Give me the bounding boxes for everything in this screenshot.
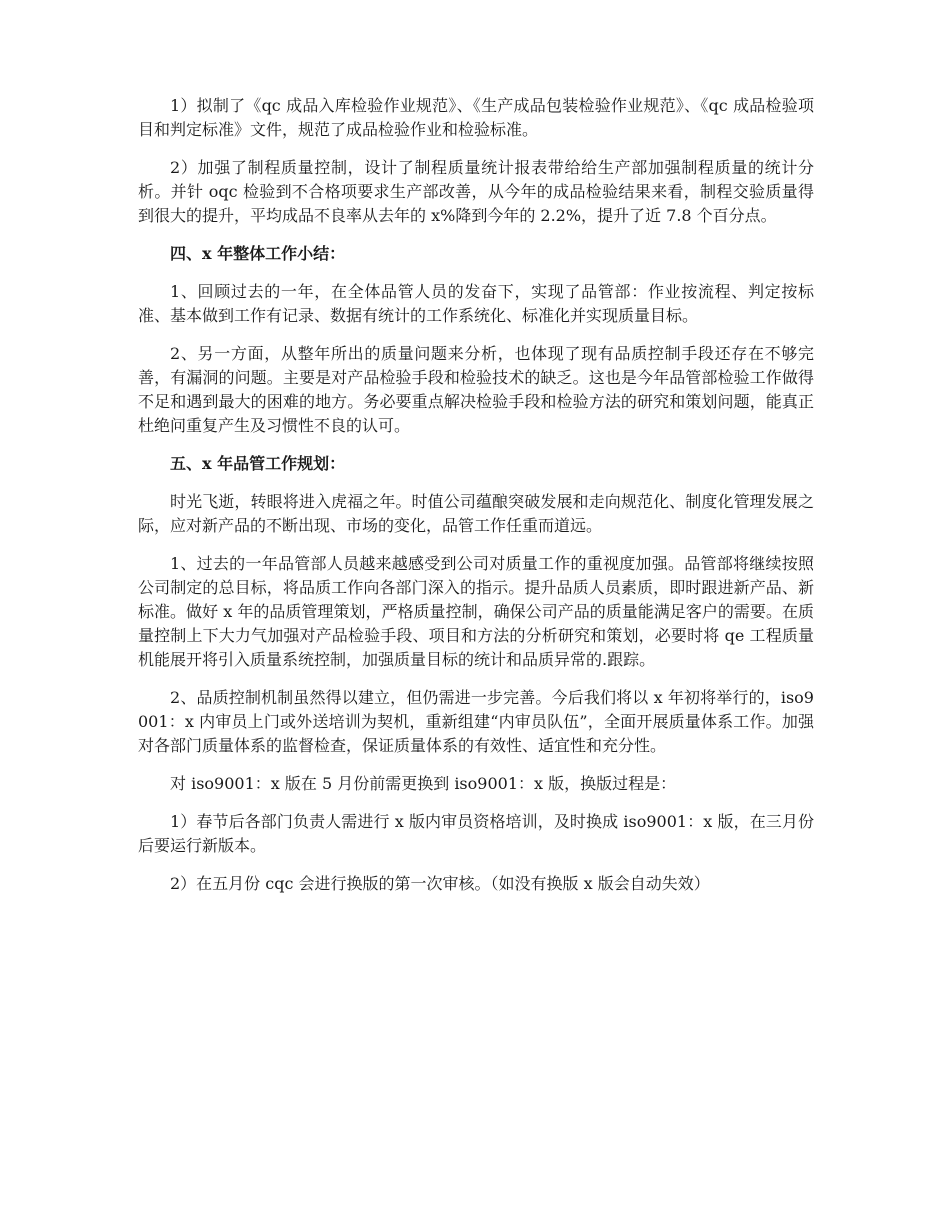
paragraph-2: 2）加强了制程质量控制，设计了制程质量统计报表带给给生产部加强制程质量的统计分析。并针 oqc 检验到不合格项要求生产部改善，从今年的成品检验结果来看，制程交验质量得到很大的提升，平均成品不良率从去年的 x%降到今年的 2.2%，提升了近 7.8 个百分点。 <box>138 158 814 225</box>
section-heading-4: 四、x 年整体工作小结： <box>170 244 346 263</box>
paragraph-8: 对 iso9001：x 版在 5 月份前需更换到 iso9001：x 版，换版过程是： <box>170 774 677 793</box>
paragraph-9: 1）春节后各部门负责人需进行 x 版内审员资格培训，及时换成 iso9001：x 版，在三月份后要运行新版本。 <box>138 812 814 855</box>
paragraph-7: 2、品质控制机制虽然得以建立，但仍需进一步完善。今后我们将以 x 年初将举行的，iso9001：x 内审员上门或外送培训为契机，重新组建“内审员队伍”，全面开展质量体系工作。加强对各部门质量体系的监督检查，保证质量体系的有效性、适宜性和充分性。 <box>138 688 814 755</box>
section-heading-5: 五、x 年品管工作规划： <box>170 454 346 473</box>
document-page <box>138 94 814 910</box>
paragraph-10: 2）在五月份 cqc 会进行换版的第一次审核。（如没有换版 x 版会自动失效） <box>170 874 710 893</box>
paragraph-4: 2、另一方面，从整年所出的质量问题来分析，也体现了现有品质控制手段还存在不够完善，有漏洞的问题。主要是对产品检验手段和检验技术的缺乏。这也是今年品管部检验工作做得不足和遇到最大的困难的地方。务必要重点解决检验手段和检验方法的研究和策划问题，能真正杜绝问重复产生及习惯性不良的认可。 <box>138 344 814 435</box>
paragraph-6: 1、过去的一年品管部人员越来越感受到公司对质量工作的重视度加强。品管部将继续按照公司制定的总目标，将品质工作向各部门深入的指示。提升品质人员素质，即时跟进新产品、新标准。做好 x 年的品质管理策划，严格质量控制，确保公司产品的质量能满足客户的需要。在质量控制上下大力气加强对产品检验手段、项目和方法的分析研究和策划，必要时将 qe 工程质量机能展开将引入质量系统控制，加强质量目标的统计和品质异常的.跟踪。 <box>138 554 814 669</box>
paragraph-5: 时光飞逝，转眼将进入虎福之年。时值公司蕴酿突破发展和走向规范化、制度化管理发展之际，应对新产品的不断出现、市场的变化，品管工作任重而道远。 <box>138 492 814 535</box>
paragraph-1: 1）拟制了《qc 成品入库检验作业规范》、《生产成品包装检验作业规范》、《qc 成品检验项目和判定标准》文件，规范了成品检验作业和检验标准。 <box>138 96 814 139</box>
paragraph-3: 1、回顾过去的一年，在全体品管人员的发奋下，实现了品管部：作业按流程、判定按标准、基本做到工作有记录、数据有统计的工作系统化、标准化并实现质量目标。 <box>138 282 814 325</box>
